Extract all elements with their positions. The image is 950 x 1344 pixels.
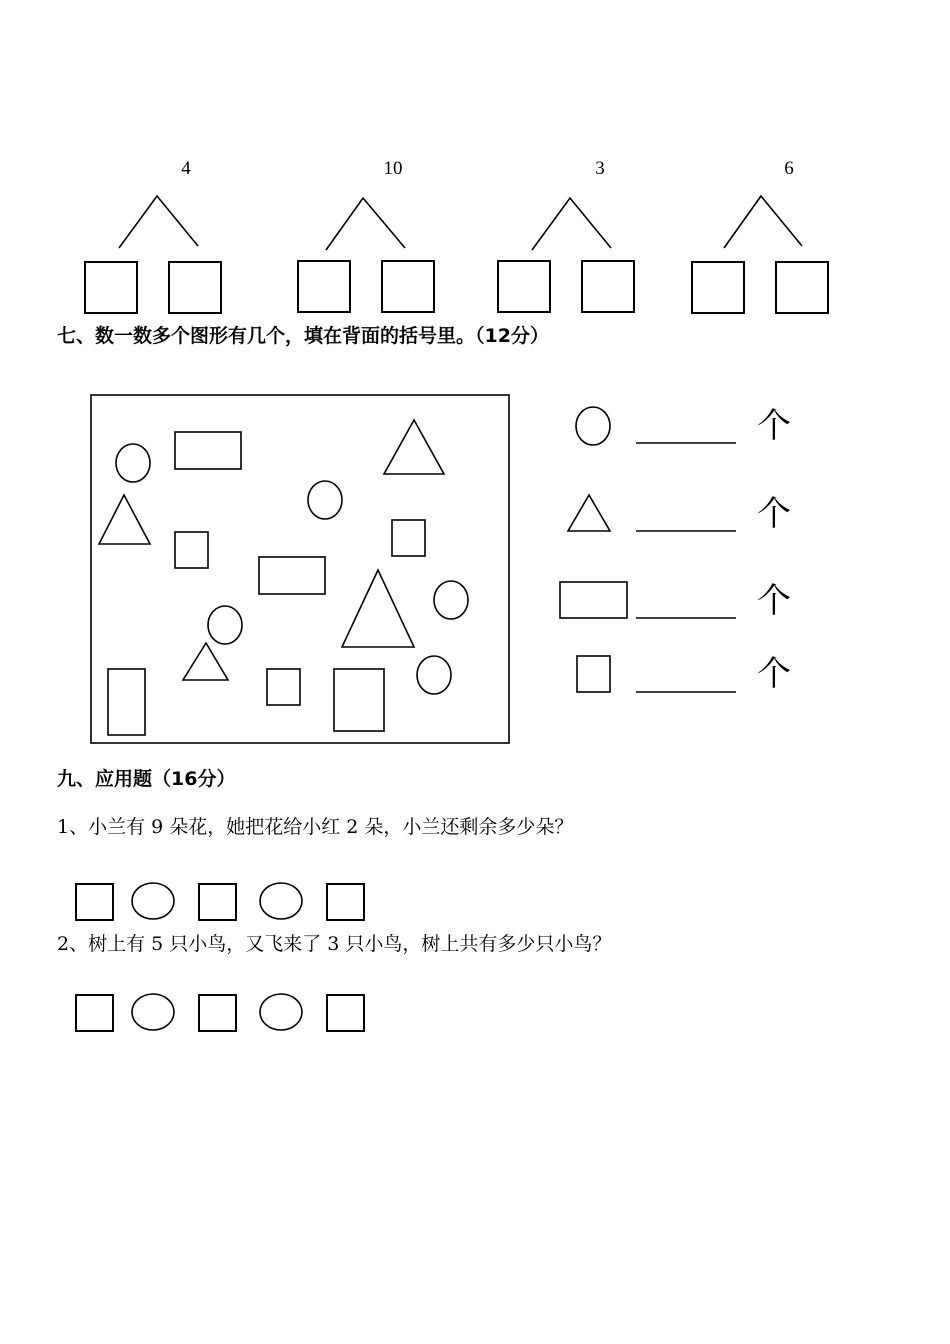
operator-circle	[260, 994, 302, 1030]
question-2-text: 2、树上有 5 只小鸟，又飞来了 3 只小鸟，树上共有多少只小鸟？	[57, 933, 612, 955]
bond-answer-box[interactable]	[168, 261, 222, 314]
bond-branch-2	[326, 198, 405, 250]
bond-answer-box[interactable]	[497, 260, 551, 313]
frame-rectangle	[175, 432, 241, 469]
unit-label-circle: 个	[757, 406, 791, 446]
frame-rectangle	[259, 557, 325, 594]
rectangle-icon	[560, 582, 627, 618]
question-1-text: 1、小兰有 9 朵花，她把花给小红 2 朵，小兰还剩余多少朵？	[57, 816, 574, 838]
frame-circle	[208, 606, 242, 644]
frame-circle	[434, 581, 468, 619]
bond-total-4: 6	[784, 158, 794, 179]
frame-triangle	[99, 495, 150, 544]
operator-circle	[260, 883, 302, 919]
bond-answer-box[interactable]	[691, 261, 745, 314]
bond-total-1: 4	[181, 158, 191, 179]
frame-triangle	[342, 570, 414, 647]
frame-triangle	[183, 643, 228, 680]
frame-square	[175, 532, 208, 568]
unit-label-triangle: 个	[757, 494, 791, 534]
frame-square	[267, 669, 300, 705]
bond-branch-3	[532, 198, 611, 250]
frame-square	[392, 520, 425, 556]
equation-number-box[interactable]	[198, 883, 237, 921]
bond-branch-1	[119, 196, 198, 248]
frame-circle	[308, 481, 342, 519]
frame-square	[334, 669, 384, 731]
square-icon	[577, 656, 610, 692]
frame-triangle	[384, 420, 444, 474]
bond-branch-4	[724, 196, 802, 248]
bond-total-3: 3	[595, 158, 605, 179]
bond-total-2: 10	[383, 158, 403, 179]
equation-number-box[interactable]	[75, 994, 114, 1032]
section-seven-title: 七、数一数多个图形有几个，填在背面的括号里。（12分）	[57, 325, 549, 347]
bond-answer-box[interactable]	[297, 260, 351, 313]
frame-circle	[417, 656, 451, 694]
operator-circle	[132, 883, 174, 919]
unit-label-rectangle: 个	[757, 581, 791, 621]
bond-answer-box[interactable]	[84, 261, 138, 314]
equation-number-box[interactable]	[198, 994, 237, 1032]
bond-answer-box[interactable]	[381, 260, 435, 313]
bond-answer-box[interactable]	[581, 260, 635, 313]
operator-circle	[132, 994, 174, 1030]
circle-icon	[576, 407, 610, 445]
frame-rectangle	[108, 669, 145, 735]
equation-number-box[interactable]	[75, 883, 114, 921]
equation-result-box[interactable]	[326, 994, 365, 1032]
triangle-icon	[568, 495, 610, 531]
unit-label-square: 个	[757, 654, 791, 694]
section-nine-title: 九、应用题（16分）	[57, 768, 236, 790]
frame-circle	[116, 444, 150, 482]
equation-result-box[interactable]	[326, 883, 365, 921]
bond-answer-box[interactable]	[775, 261, 829, 314]
